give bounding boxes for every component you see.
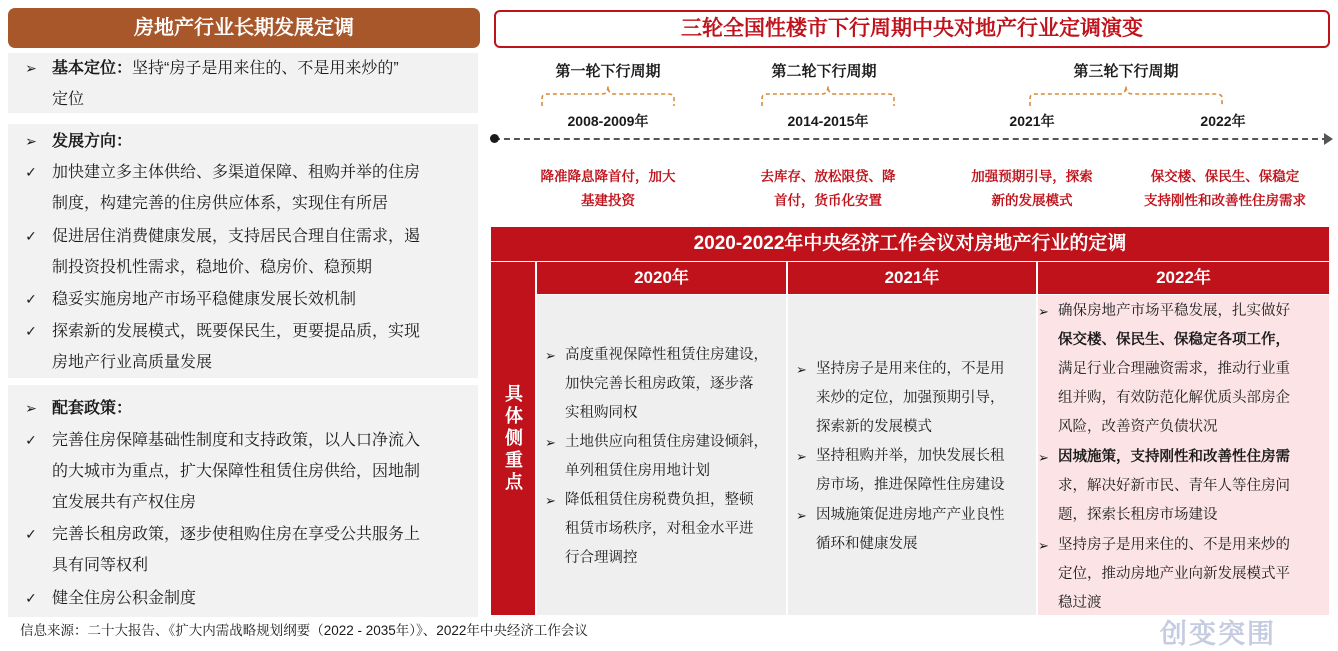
policy-item-text: 完善长租房政策，逐步使租购住房在享受公共服务上 [52, 526, 421, 543]
policy-line: 新的发展模式 [991, 193, 1073, 208]
cell-line: 求，解决好新市民、青年人等住房问 [1058, 478, 1290, 494]
cell-line: 满足行业合理融资需求，推动行业重 [1058, 361, 1290, 377]
cell-line: 实租购同权 [565, 405, 638, 421]
year-label-3: 2021年 [1009, 113, 1055, 129]
cell-line: 来炒的定位，加强预期引导， [816, 390, 1005, 406]
conference-title: 2020-2022年中央经济工作会议对房地产行业的定调 [491, 227, 1329, 261]
column-body-2022 [1038, 295, 1329, 615]
arrow-bullet-icon: ➢ [1038, 450, 1049, 465]
direction-item [8, 284, 478, 315]
direction-heading: 发展方向： [52, 133, 133, 150]
year-label-4: 2022年 [1200, 113, 1246, 129]
column-header-2021: 2021年 [788, 262, 1036, 294]
policy-item-cont: 宜发展共有产权住房 [52, 494, 197, 511]
cell-line: 降低租赁住房税费负担，整顿 [565, 492, 754, 508]
cycle3b-policy [1127, 165, 1323, 213]
arrow-bullet-icon: ➢ [545, 493, 556, 508]
year-label-2: 2014-2015年 [787, 113, 869, 129]
cell-line: 探索新的发展模式 [816, 419, 932, 435]
brace-icon [760, 82, 896, 108]
check-icon: ✓ [25, 291, 37, 307]
policy-item-cont: 的大城市为重点，扩大保障性租赁住房供给，因地制 [52, 463, 421, 480]
arrow-bullet-icon: ➢ [1038, 538, 1049, 553]
direction-item-text: 加快建立多主体供给、多渠道保障、租购并举的住房 [52, 164, 421, 181]
source-note: 信息来源：二十大报告、《扩大内需战略规划纲要（2022 - 2035年）》、2022年中央经济工作会议 [20, 623, 588, 638]
direction-item-cont: 制投资投机性需求，稳地价、稳房价、稳预期 [52, 259, 373, 276]
cycle3a-policy [947, 165, 1117, 213]
cell-line: 因城施策，支持刚性和改善性住房需 [1058, 449, 1290, 465]
direction-item [8, 316, 478, 347]
column-header-2020: 2020年 [537, 262, 786, 294]
cell-line: 租赁市场秩序，对租金水平进 [565, 521, 754, 537]
policy-line: 基建投资 [581, 193, 635, 208]
direction-item-text: 探索新的发展模式，既要保民生，更要提品质，实现 [52, 323, 421, 340]
check-icon: ✓ [25, 526, 37, 542]
policy-item-text: 完善住房保障基础性制度和支持政策，以人口净流入 [52, 432, 421, 449]
cell-line: 稳过渡 [1058, 595, 1102, 611]
cell-item [545, 341, 768, 428]
cell-line: 坚持房子是用来住的，不是用 [816, 361, 1005, 377]
arrow-bullet-icon: ➢ [545, 348, 556, 363]
cell-item [1038, 297, 1290, 442]
positioning-line1 [8, 53, 478, 84]
year-label-1: 2008-2009年 [567, 113, 649, 129]
cell-line: 行合理调控 [565, 550, 638, 566]
check-icon: ✓ [25, 590, 37, 606]
cell-line: 定位，推动房地产业向新发展模式平 [1058, 566, 1290, 582]
cell-line: 土地供应向租赁住房建设倾斜， [565, 434, 768, 450]
cell-item [1038, 531, 1290, 618]
policies-heading: 配套政策： [52, 400, 133, 417]
cell-item [545, 428, 768, 486]
column-body-2020 [537, 295, 786, 615]
brand-logo: 创变突围 [1160, 619, 1276, 649]
policy-line: 支持刚性和改善性住房需求 [1144, 193, 1306, 208]
arrow-bullet-icon: ➢ [25, 60, 37, 76]
policies-heading-row [8, 393, 478, 424]
arrow-bullet-icon: ➢ [25, 400, 37, 416]
check-icon: ✓ [25, 432, 37, 448]
side-label: 具体侧重点 [491, 262, 535, 615]
brace-icon [540, 82, 676, 108]
cell-item [796, 501, 1005, 559]
left-panel-title: 房地产行业长期发展定调 [8, 8, 480, 48]
cell-line: 因城施策促进房地产产业良性 [816, 507, 1005, 523]
arrow-bullet-icon: ➢ [796, 449, 807, 464]
arrow-bullet-icon: ➢ [796, 508, 807, 523]
cell-line: 坚持房子是用来住的、不是用来炒的 [1058, 537, 1290, 553]
arrow-bullet-icon: ➢ [796, 362, 807, 377]
cell-line: 风险，改善资产负债状况 [1058, 419, 1218, 435]
column-body-2021 [788, 295, 1036, 615]
direction-item-text: 促进居住消费健康发展，支持居民合理自住需求，遏 [52, 228, 421, 245]
policy-line: 保交楼、保民生、保稳定 [1150, 169, 1300, 184]
policy-line: 去库存、放松限贷、降 [760, 169, 896, 184]
cell-line: 加快完善长租房政策，逐步落 [565, 376, 754, 392]
policies-box [8, 385, 478, 617]
arrow-right-icon [1324, 133, 1333, 145]
cycle-label-3: 第三轮下行周期 [1073, 63, 1179, 80]
direction-item-text: 稳妥实施房地产市场平稳健康发展长效机制 [52, 291, 357, 308]
arrow-bullet-icon: ➢ [1038, 304, 1049, 319]
timeline-start-dot [490, 134, 499, 143]
cell-line: 确保房地产市场平稳发展，扎实做好 [1058, 303, 1290, 319]
timeline-title: 三轮全国性楼市下行周期中央对地产行业定调演变 [494, 10, 1330, 48]
check-icon: ✓ [25, 228, 37, 244]
policy-item-cont: 具有同等权利 [52, 557, 149, 574]
arrow-bullet-icon: ➢ [25, 133, 37, 149]
policy-item [8, 425, 478, 456]
cell-item [1038, 443, 1290, 530]
cell-line: 坚持租购并举，加快发展长租 [816, 448, 1005, 464]
positioning-line2: 定位 [52, 91, 85, 108]
cell-line: 高度重视保障性租赁住房建设， [565, 347, 768, 363]
positioning-heading: 基本定位： [52, 60, 133, 77]
cell-line: 保交楼、保民生、保稳定各项工作， [1058, 332, 1290, 348]
policy-line: 加强预期引导，探索 [971, 169, 1093, 184]
check-icon: ✓ [25, 164, 37, 180]
arrow-bullet-icon: ➢ [545, 435, 556, 450]
policy-line: 降准降息降首付，加大 [540, 169, 676, 184]
policy-item [8, 583, 478, 614]
check-icon: ✓ [25, 323, 37, 339]
cell-line: 房市场，推进保障性住房建设 [816, 477, 1005, 493]
column-header-2022: 2022年 [1038, 262, 1329, 294]
policy-line: 首付，货币化安置 [774, 193, 882, 208]
direction-item [8, 157, 478, 188]
cell-line: 循环和健康发展 [816, 536, 918, 552]
policy-item [8, 519, 478, 550]
cell-item [796, 442, 1005, 500]
direction-item-cont: 房地产行业高质量发展 [52, 354, 213, 371]
brace-icon [1028, 82, 1224, 108]
direction-box [8, 124, 478, 378]
cell-line: 组并购，有效防范化解优质头部房企 [1058, 390, 1290, 406]
cycle-label-1: 第一轮下行周期 [555, 63, 661, 80]
direction-heading-row [8, 126, 478, 157]
cell-item [545, 486, 754, 573]
positioning-box [8, 53, 478, 113]
direction-item-cont: 制度，构建完善的住房供应体系，实现住有所居 [52, 195, 389, 212]
cell-line: 题，探索长租房市场建设 [1058, 507, 1218, 523]
direction-item [8, 221, 478, 252]
cycle-label-2: 第二轮下行周期 [771, 63, 877, 80]
timeline-axis [494, 138, 1328, 140]
policy-item-text: 健全住房公积金制度 [52, 590, 197, 607]
cycle1-policy [523, 165, 693, 213]
cell-line: 单列租赁住房用地计划 [565, 463, 710, 479]
positioning-text: 坚持“房子是用来住的、不是用来炒的” [132, 60, 399, 77]
cell-item [796, 355, 1005, 442]
cycle2-policy [743, 165, 913, 213]
